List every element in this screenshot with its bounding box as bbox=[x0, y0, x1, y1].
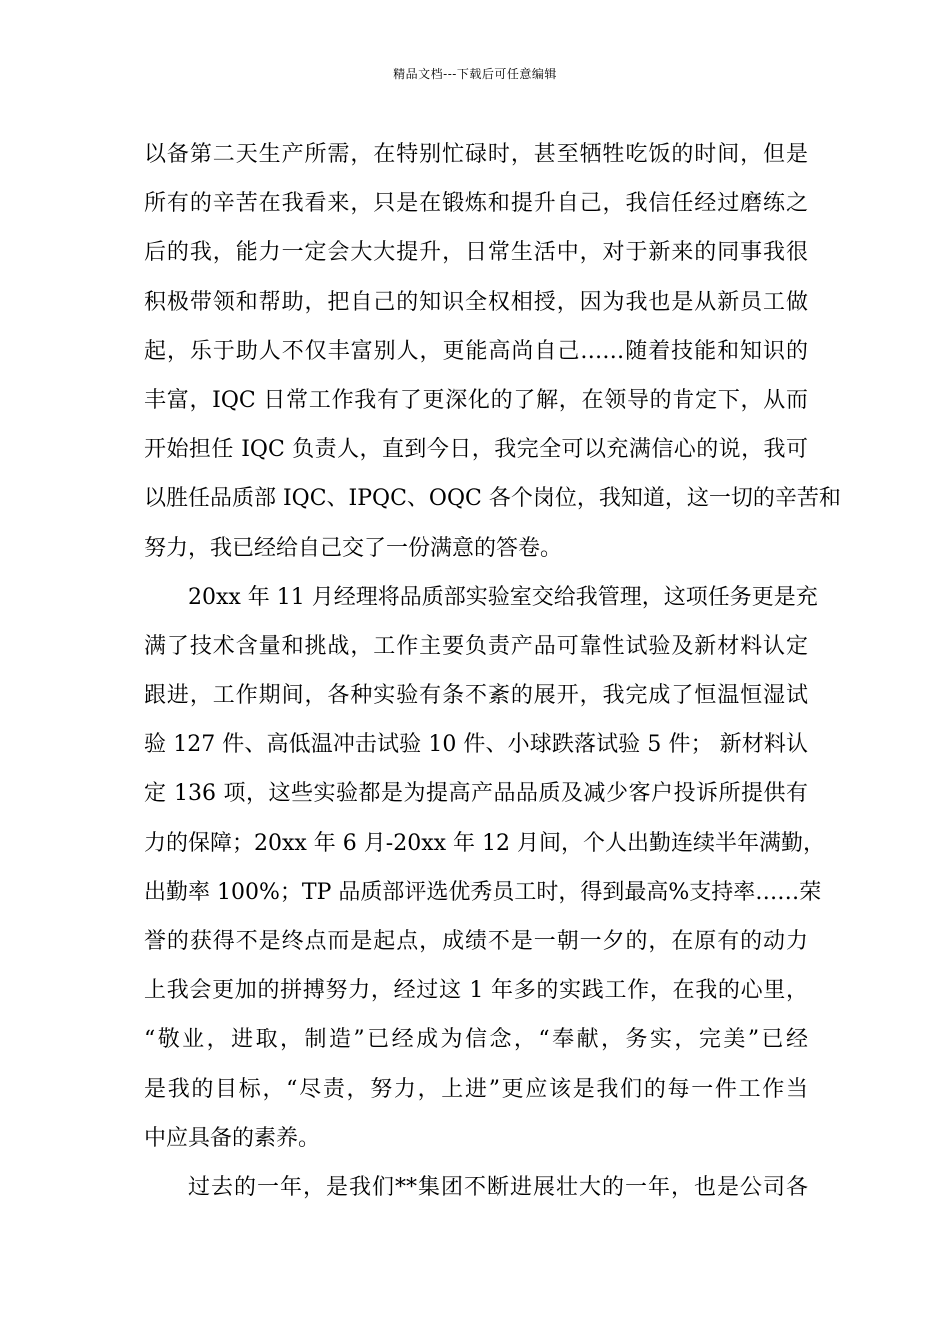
text-line: 跟进，工作期间，各种实验有条不紊的展开，我完成了恒温恒湿试 bbox=[144, 683, 808, 709]
page-header: 精品文档---下载后可任意编辑 bbox=[393, 67, 557, 81]
text-line: 积极带领和帮助，把自己的知识全权相授，因为我也是从新员工做 bbox=[144, 289, 808, 315]
text-line: 定 136 项，这些实验都是为提高产品品质及减少客户投诉所提供有 bbox=[144, 781, 808, 807]
paragraph-start-line: 过去的一年，是我们**集团不断进展壮大的一年，也是公司各 bbox=[188, 1174, 808, 1200]
text-line: 誉的获得不是终点而是起点，成绩不是一朝一夕的，在原有的动力 bbox=[144, 929, 808, 954]
text-line: 开始担任 IQC 负责人，直到今日，我完全可以充满信心的说，我可 bbox=[144, 437, 808, 463]
text-line: 以胜任品质部 IQC、IPQC、OQC 各个岗位，我知道，这一切的辛苦和 bbox=[144, 486, 841, 512]
text-line: 验 127 件、高低温冲击试验 10 件、小球跌落试验 5 件； 新材料认 bbox=[144, 732, 808, 758]
text-line: 起，乐于助人不仅丰富别人，更能高尚自己……随着技能和知识的 bbox=[144, 338, 808, 364]
text-line: 是我的目标，“尽责，努力，上进”更应该是我们的每一件工作当 bbox=[144, 1076, 808, 1102]
text-line: 后的我，能力一定会大大提升，日常生活中，对于新来的同事我很 bbox=[144, 240, 808, 266]
body-text bbox=[144, 130, 841, 1212]
text-line: 满了技术含量和挑战，工作主要负责产品可靠性试验及新材料认定 bbox=[144, 633, 808, 659]
paragraph-end-line: 中应具备的素养。 bbox=[144, 1125, 321, 1151]
text-line: 以备第二天生产所需，在特别忙碌时，甚至牺牲吃饭的时间，但是 bbox=[144, 142, 808, 167]
text-line: 所有的辛苦在我看来，只是在锻炼和提升自己，我信任经过磨练之 bbox=[144, 191, 808, 217]
paragraph-end-line: 努力，我已经给自己交了一份满意的答卷。 bbox=[144, 535, 563, 561]
text-line: 丰富，IQC 日常工作我有了更深化的了解，在领导的肯定下，从而 bbox=[144, 387, 808, 413]
text-line: 出勤率 100%；TP 品质部评选优秀员工时，得到最高%支持率……荣 bbox=[144, 879, 822, 905]
text-line: 力的保障；20xx 年 6 月-20xx 年 12 月间，个人出勤连续半年满勤， bbox=[144, 830, 826, 856]
text-line: 上我会更加的拼搏努力，经过这 1 年多的实践工作，在我的心里， bbox=[144, 978, 808, 1004]
paragraph-start-line: 20xx 年 11 月经理将品质部实验室交给我管理，这项任务更是充 bbox=[188, 584, 818, 610]
text-line: “敬业，进取，制造”已经成为信念，“奉献，务实，完美”已经 bbox=[144, 1027, 808, 1053]
